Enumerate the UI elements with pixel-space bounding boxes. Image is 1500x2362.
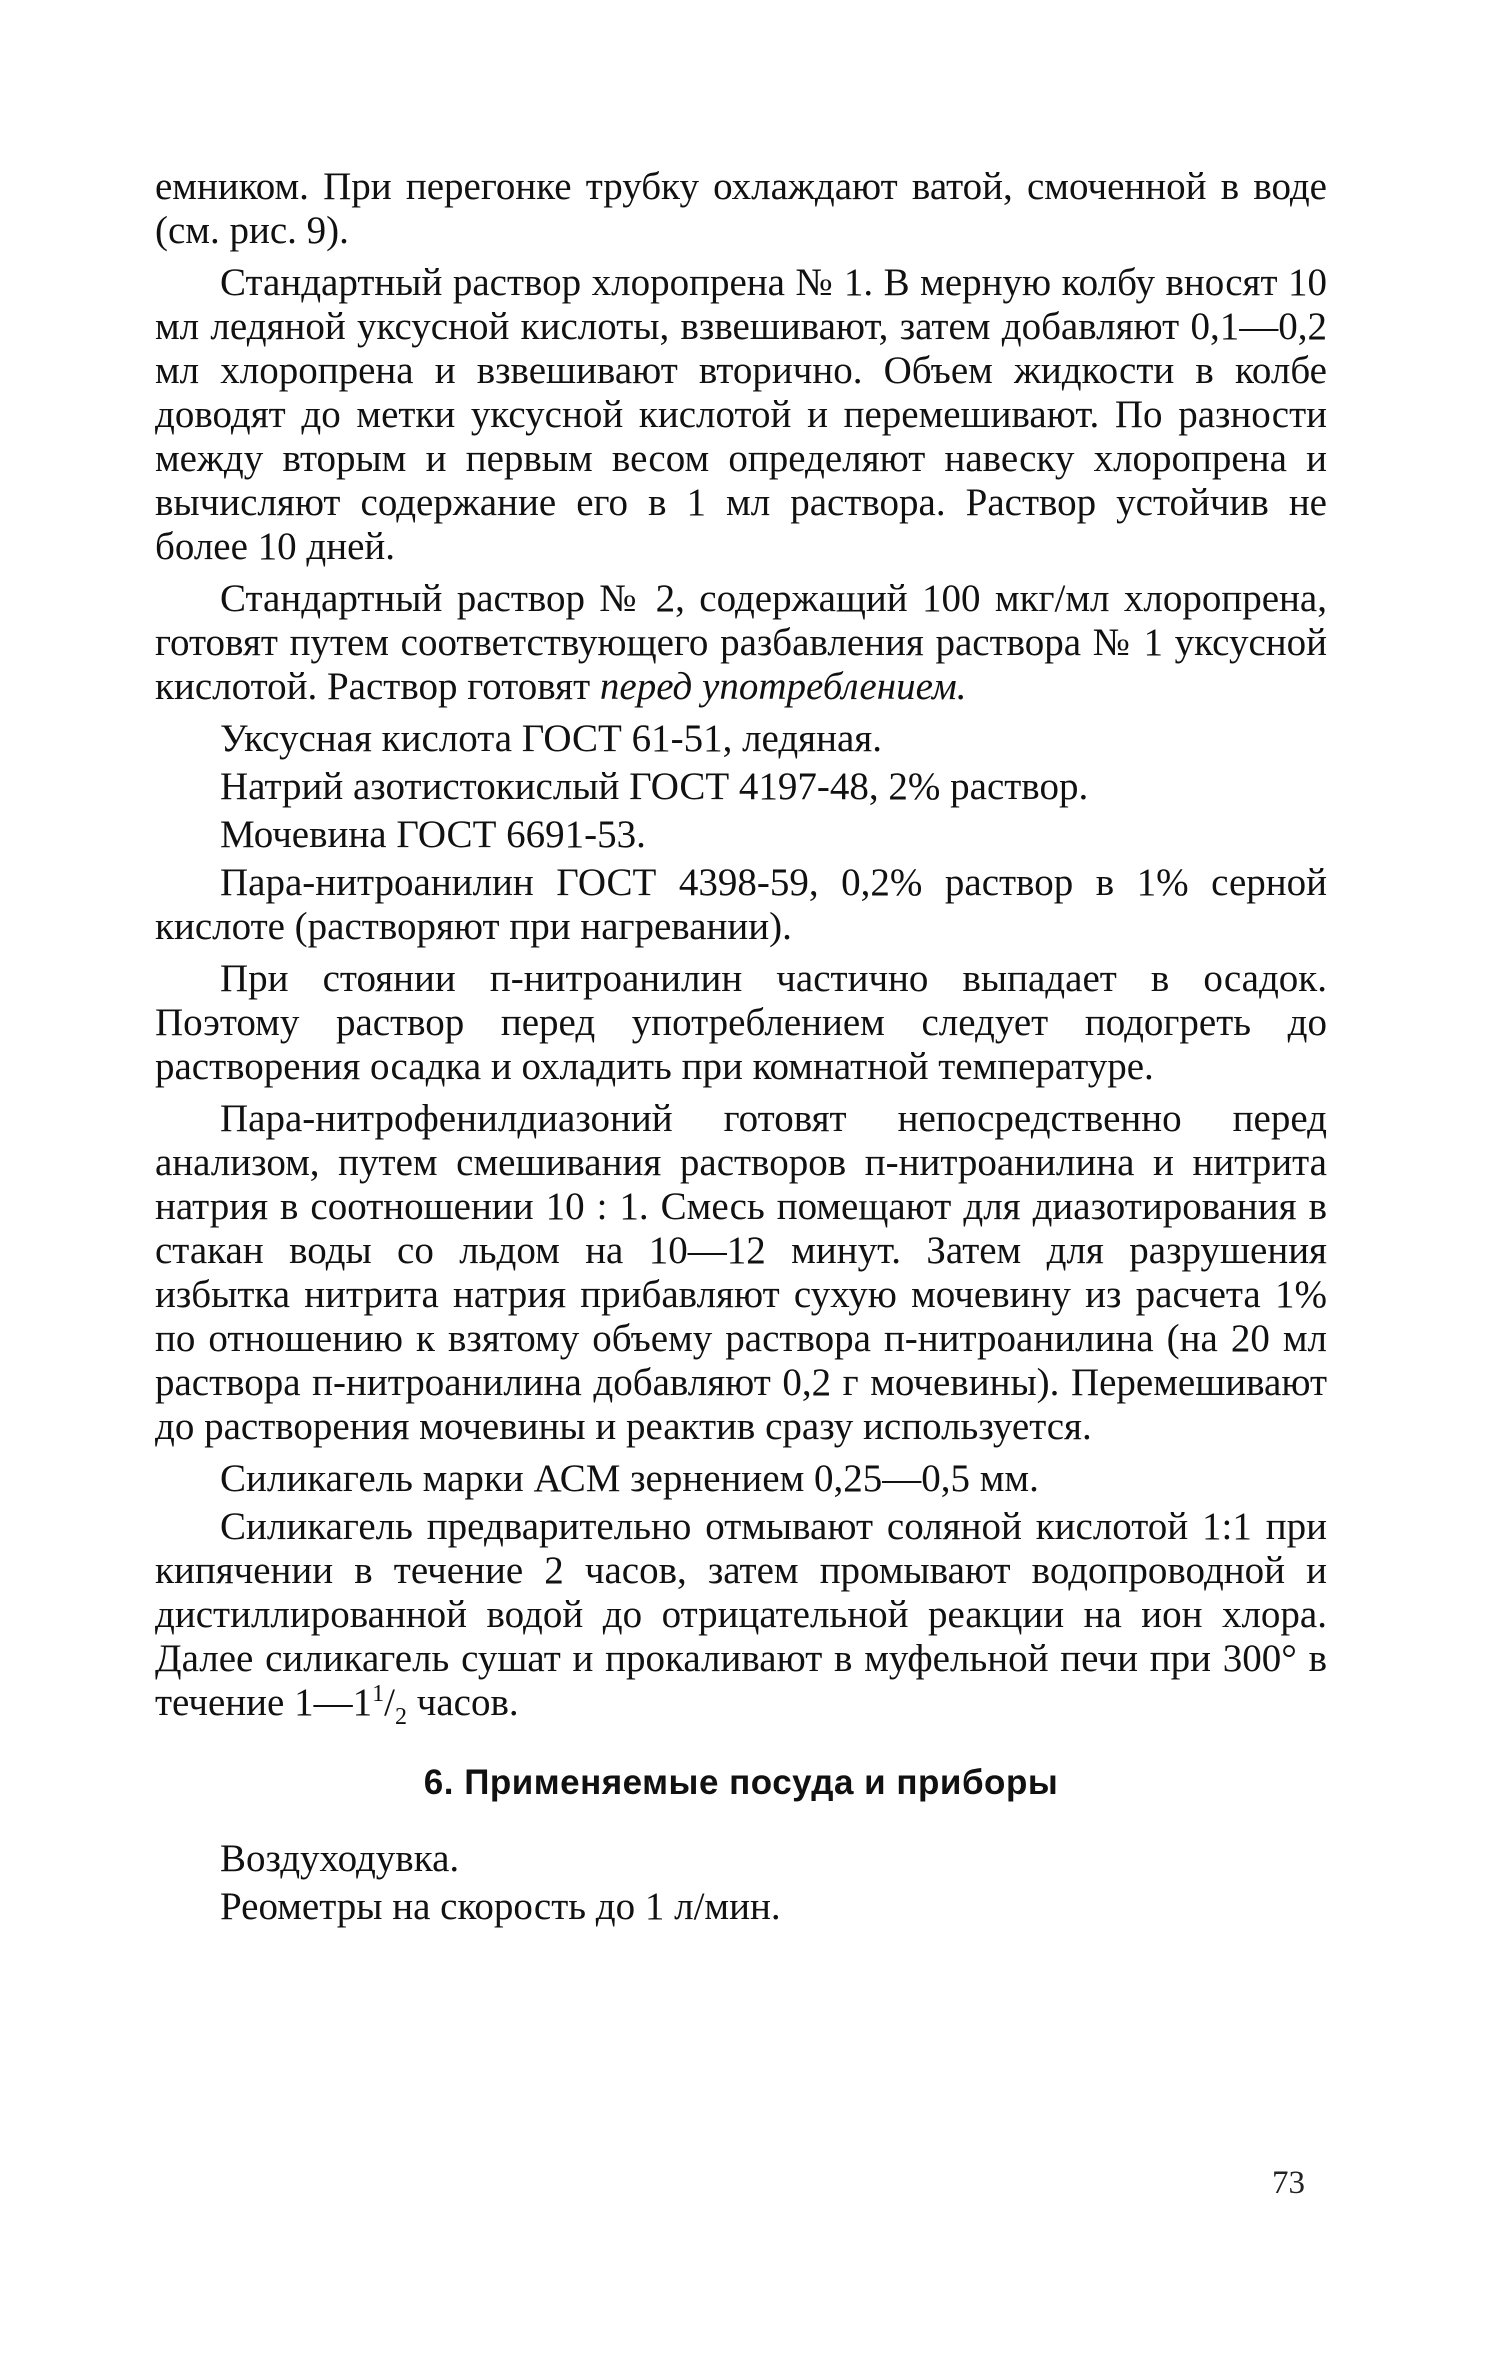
equipment-blower: Воздуходувка.: [220, 1837, 460, 1880]
fraction-slash: /: [384, 1681, 395, 1724]
reagent-sodium-nitrite: Натрий азотистокислый ГОСТ 4197-48, 2% раствор.: [220, 765, 1089, 808]
fraction-denominator: 2: [394, 1703, 407, 1730]
paragraph-standard-solution-2: [155, 577, 1327, 709]
reagent-acetic-acid: Уксусная кислота ГОСТ 61-51, ледяная.: [220, 717, 882, 760]
paragraph-silica-gel-prep-text: Силикагель предварительно отмывают соляной кислотой 1:1 при кипячении в течение 2 часов, затем промывают водопроводной и дистиллированной водой до отрицательной реакции на ион хлора. Далее силикагель сушат и прокаливают в муфельной печи при 300° в течение 1—1: [155, 1505, 1327, 1724]
reagent-para-nitroaniline: Пара-нитроанилин ГОСТ 4398-59, 0,2% раствор в 1% серной кислоте (растворяют при нагревании).: [155, 861, 1327, 948]
paragraph-standard-solution-2-italic: перед употреблением.: [599, 665, 967, 708]
paragraph-nitroaniline-note: При стоянии п-нитроанилин частично выпадает в осадок. Поэтому раствор перед употреблением следует подогреть до растворения осадка и охладить при комнатной температуре.: [155, 957, 1327, 1088]
equipment-rheometers: Реометры на скорость до 1 л/мин.: [220, 1885, 781, 1928]
page-body: [155, 165, 1327, 1933]
section-heading: 6. Применяемые посуда и приборы: [423, 1763, 1059, 1802]
paragraph-standard-solution-1: Стандартный раствор хлоропрена № 1. В мерную колбу вносят 10 мл ледяной уксусной кислоты, взвешивают, затем добавляют 0,1—0,2 мл хлоропрена и взвешивают вторично. Объем жидкости в колбе доводят до метки уксусной кислотой и перемешивают. По разности между вторым и первым весом определяют навеску хлоропрена и вычисляют содержание его в 1 мл раствора. Раствор устойчив не более 10 дней.: [155, 261, 1327, 568]
reagent-silica-gel: Силикагель марки АСМ зернением 0,25—0,5 мм.: [220, 1457, 1039, 1500]
reagent-urea: Мочевина ГОСТ 6691-53.: [220, 813, 646, 856]
fraction-numerator: 1: [372, 1681, 385, 1707]
paragraph-standard-solution-2-text: Стандартный раствор № 2, содержащий 100 мкг/мл хлоропрена, готовят путем соответствующего разбавления раствора № 1 уксусной кислотой. Раствор готовят: [155, 577, 1327, 708]
page-number: 73: [1272, 2165, 1305, 2201]
paragraph-continuation: емником. При перегонке трубку охлаждают ватой, смоченной в воде (см. рис. 9).: [155, 165, 1327, 252]
paragraph-silica-gel-prep: [155, 1505, 1327, 1730]
paragraph-silica-gel-prep-end: часов.: [406, 1681, 519, 1724]
paragraph-diazonium: Пара-нитрофенилдиазоний готовят непосредственно перед анализом, путем смешивания растворов п-нитроанилина и нитрита натрия в соотношении 10 : 1. Смесь помещают для диазотирования в стакан воды со льдом на 10—12 минут. Затем для разрушения избытка нитрита натрия прибавляют сухую мочевину из расчета 1% по отношению к взятому объему раствора п-нитроанилина (на 20 мл раствора п-нитроанилина добавляют 0,2 г мочевины). Перемешивают до растворения мочевины и реактив сразу используется.: [155, 1097, 1327, 1448]
